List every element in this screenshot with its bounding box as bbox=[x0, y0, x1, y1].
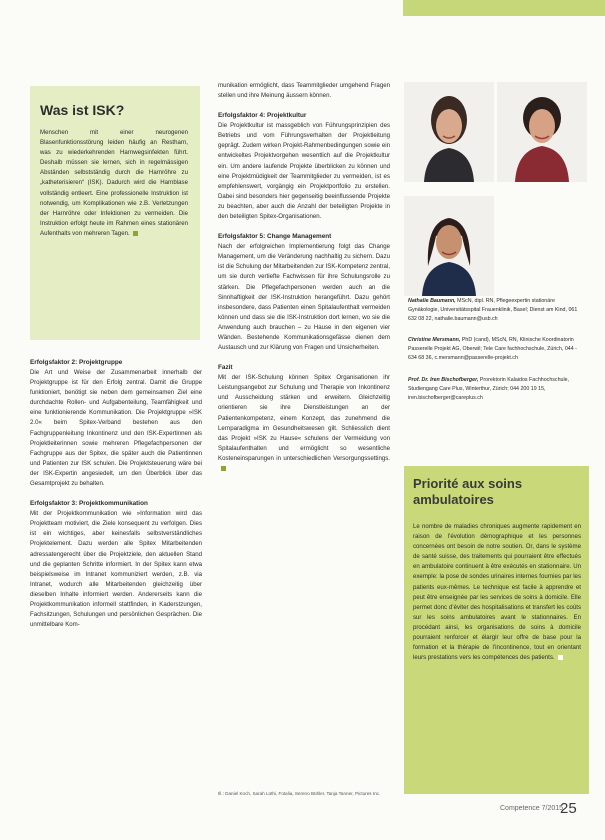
info-box-text: Menschen mit einer neurogenen Blasenfunktionsstörung leiden häufig an Restharn, was zu wiederkehrenden Harnwegsinfekten führt. Deshalb müssen sie lernen, sich in regelmässigen Abständen selbstständig durch die Harnröhre zu „katheterisieren“ (ISK). Dadurch wird die Harnblase vollständig entleert. Eine professionelle Instruktion ist notwendig, um Komplikationen wie z.B. Verletzungen der Harnröhre oder Infektionen zu vermeiden. Die Instruktion erfolgt heute im Rahmen eines stationären Aufenthalts von mehreren Tagen. bbox=[40, 129, 188, 237]
column-1 bbox=[30, 358, 202, 640]
portrait-photo-1 bbox=[404, 82, 494, 182]
end-mark-icon bbox=[133, 231, 138, 236]
author-captions bbox=[408, 297, 586, 415]
caption-3: Prof. Dr. Iren Bischofberger, Prorektorin Kalaidos Fachhochschule, Studiengang Care Plus, Winterthur, Zürich; 044 200 19 15, iren.bischofberger@careplus.ch bbox=[408, 376, 570, 401]
caption-1: Nathalie Baumann, MScN, dipl. RN, Pflegeexpertin stationäre Gynäkologie, Universitätsspital Frauenklinik, Basel; Dienst am Kind, 061 632 08 22, nathalie.baumann@usb.ch bbox=[408, 298, 578, 323]
page-number: 25 bbox=[560, 800, 577, 817]
info-box bbox=[30, 86, 200, 340]
magazine-footer: Competence 7/2015 bbox=[500, 805, 564, 812]
info-box-title: Was ist ISK? bbox=[40, 102, 125, 118]
portrait-2-icon bbox=[497, 82, 587, 182]
end-mark-icon bbox=[221, 466, 226, 471]
fazit-text: Mit der ISK-Schulung können Spitex Organisationen ihr Leistungsangebot zur Schulung und Therapie von Inkontinenz und Ausscheidung stärken und erweitern. Gleichzeitig orientieren sie ihre Dienstleistungen an der Patientenkompetenz, einem Konzept, das zunehmend die Lernparadigma im Gesundheitswesen gilt. Schliesslich dient das Projekt »ISK zu Hause« schulens der Vermeidung von Spitalaufenthalten und ermöglicht so wesentliche Kosteneinsparungen in unterschiedlichen Versorgungssettings. bbox=[218, 373, 390, 474]
portrait-photo-3 bbox=[404, 196, 494, 296]
caption-2: Christine Mersmann, PhD (cand), MScN, RN, Klinische Koordinatorin Passerelle Projekt AG, Oberwil; Tele Care fachhochschule, Zürich, 044 - 634 68 36, c.mersmann@passerelle-projekt.ch bbox=[408, 337, 577, 362]
factor-4-heading: Erfolgsfaktor 4: Projektkultur bbox=[218, 112, 307, 120]
end-mark-icon bbox=[558, 655, 563, 660]
factor-2-heading: Erfolgsfaktor 2: Projektgruppe bbox=[30, 359, 123, 366]
factor-4-text: Die Projektkultur ist massgeblich von Führungsprinzipien des Betriebs und vom Führungsverhalten der Projektleitung geprägt. Zudem wirken Projekt-Rahmenbedingungen sowie ein entwickeltes Projektvorgehen wesentlich auf die Projektkultur ein. Um andere laufende Projekte überblicken zu können und eine Projektmüdigkeit der Teammitglieder zu vermeiden, ist es empfehlenswert, vorgängig ein Projektportfolio zu erstellen. Dabei sind besonders hier gegenseitig beeinflussende Projekte zu beachten, aber auch die Anzahl der beteiligten Projekte in den beteiligten Spitex-Organisationen. bbox=[218, 122, 390, 221]
fazit-heading: Fazit bbox=[218, 364, 233, 372]
portrait-photo-2 bbox=[497, 82, 587, 182]
factor-5-heading: Erfolgsfaktor 5: Change Management bbox=[218, 233, 332, 241]
header-color-band bbox=[403, 0, 605, 16]
factor-3-text: Mit der Projektkommunikation wie »Information wird das Projektteam motiviert, die Ziele konsequent zu verfolgen. Dies ist ein wichtiges, aber keinesfalls selbstverständliches Projektelement. Dazu werden alle Spitex Mitarbeitenden adressatengerecht über die Projektziele, den aktuellen Stand und die geplanten Schritte informiert. In der Spitex kann etwa beispielsweise im Intranet kommuniziert werden, z.B. via Intranet, wodurch alle Mitarbeitenden gleichzeitig über dieselben Inhalte informiert werden. Andererseits kann die Projektkommunikation informell stattfinden, in Kaderstzungen, Fachsitzungen, Schulungen und persönlichen Gesprächen. Die unmittelbare Kom- bbox=[30, 510, 202, 629]
column-2 bbox=[218, 81, 390, 484]
french-summary-title: Priorité aux soins ambulatoires bbox=[413, 476, 523, 507]
portrait-3-icon bbox=[404, 196, 494, 296]
photo-credit: Ill.: Daniel Koch, Sarah Lüthi, Fotalia, Sereno Bühler, Tanja Tanner, Pictures Inc. bbox=[218, 791, 381, 796]
french-summary-text: Le nombre de maladies chroniques augmente rapidement en raison de l’évolution démographique et les personnes concernées ont besoin de notre soutien. Or, dans le système de santé suisse, des traitements qui pourraient être effectués en ambulatoire continuent à être exécutés en stationnaire. Un exemple: la pose de sondes urinaires internes fournies par les patients eux-mêmes. Le technique est facile à apprendre et peut être enseignée par les services de soins à domicile. Elle permet donc d’éviter des hospitalisations et transfert les coûts sur les soins ambulatoires avant le stationnaires. En procédant ainsi, les organisations de soins à domicile pourraient renforcer et élargir leur offre de base pour la formation et la thérapie de l’incontinence, tout en orientant leurs prestations vers les compétences des patients. bbox=[413, 523, 581, 662]
factor-5-text: Nach der erfolgreichen Implementierung folgt das Change Management, um die Veränderung nachhaltig zu sichern. Dazu ist die Schulung der Mitarbeitenden zur ISK-Kompetenz zentral, um sie durch vertiefte Fachwissen für ihre Schulungsrolle zu stärken. Die Pflegefachpersonen werden auch an die Sinnhaftigkeit der ISK-Instruktion herangeführt. Dazu gehört insbesondere, dass Patienten einen Spitalaufenthalt vermeiden können und dass sie die ISK-Instruktion dort lernen, wo sie die Anwendung auch brauchen – zu Hause in den eigenen vier Wänden. Bestehende Kommunikationsgefässe dienen dem Austausch und zur Klärung von Fragen und Unsicherheiten. bbox=[218, 243, 390, 352]
factor-2-text: Die Art und Weise der Zusammenarbeit innerhalb der Projektgruppe ist für den Erfolg zentral. Damit die Gruppe funktioniert, benötigt sie neben dem gemeinsamen Ziel eine durchdachte Rollen- und Aufgabenteilung, Teamfähigkeit und eine funktionierende Kommunikation. Die Projektgruppe »ISK 2.0« beim Spitex-Verband bestehen aus den Fachgruppenleitung Inkontinenz und den ISK-Expertinnen als Projektleiterinnen sowie mehreren Pflegefachpersonen der Fachgruppe aus der Spitex, die später auch die Patientinnen und Patienten zur ISK schulen. Die Projektsteuerung wäre bei der ISK-Expertin angesiedelt, um den Überblick über das Gesamtprojekt zu behalten. bbox=[30, 369, 202, 488]
continued-text: munikation ermöglicht, dass Teammitglieder umgehend Fragen stellen und ihre Meinung äussern können. bbox=[218, 82, 390, 100]
french-summary-box bbox=[404, 466, 589, 794]
portrait-1-icon bbox=[404, 82, 494, 182]
factor-3-heading: Erfolgsfaktor 3: Projektkommunikation bbox=[30, 500, 148, 508]
